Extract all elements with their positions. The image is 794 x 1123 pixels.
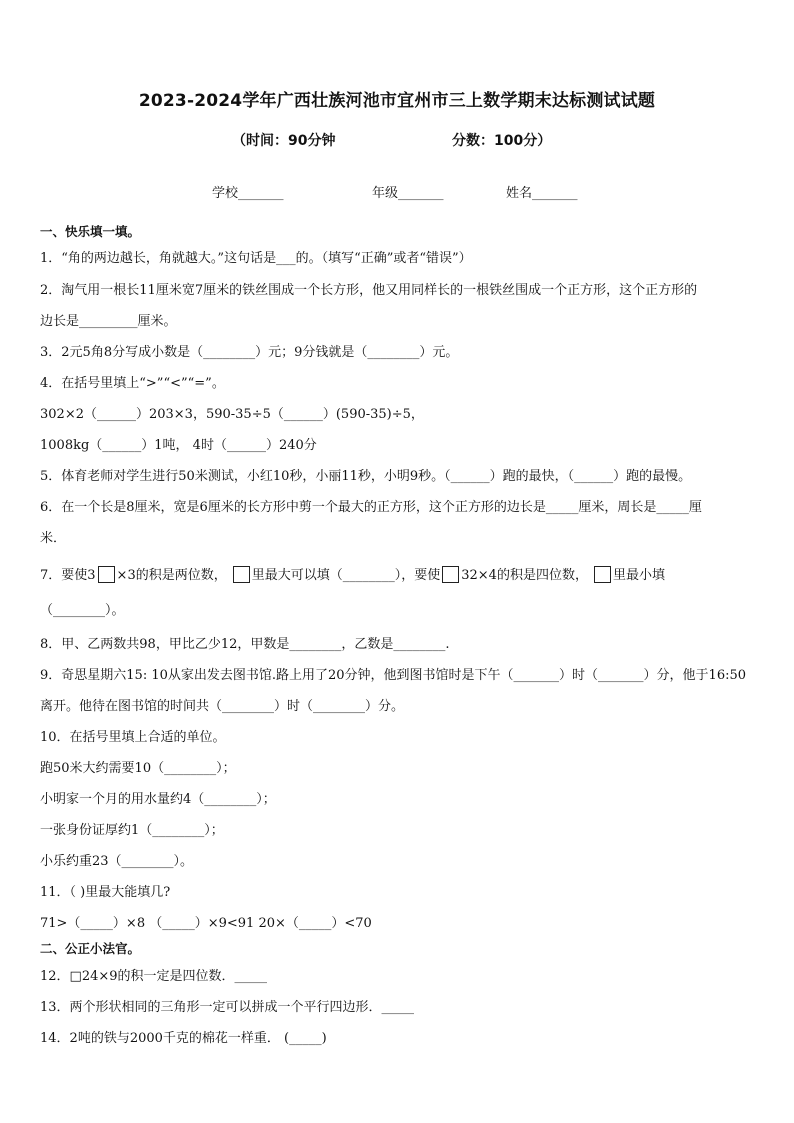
- q7-part-c: 里最大可以填（________），要使: [251, 568, 441, 583]
- school-field[interactable]: 学校_______: [212, 186, 284, 201]
- question-2-cont: 边长是_________厘米。: [40, 314, 177, 329]
- question-11-row: 71>（_____）×8 （_____）×9<91 20×（_____）<70: [40, 916, 372, 931]
- question-6-cont: 米．: [40, 531, 67, 546]
- question-4-row-2: 1008kg（______）1吨， 4时（______）240分: [40, 438, 317, 453]
- question-12: 12．□24×9的积一定是四位数．_____: [40, 969, 268, 984]
- name-field[interactable]: 姓名_______: [506, 186, 578, 201]
- blank-box[interactable]: [233, 566, 250, 583]
- question-4-row-1: 302×2（______）203×3，590-35÷5（______）(590-35)÷5，: [40, 407, 424, 422]
- question-9: 9．奇思星期六15: 10从家出发去图书馆.路上用了20分钟，他到图书馆时是下午（_______）时（_______）分，他于16:50: [40, 668, 747, 683]
- blank-box[interactable]: [594, 566, 611, 583]
- question-8: 8．甲、乙两数共98，甲比乙少12，甲数是________，乙数是________.: [40, 637, 450, 652]
- question-10-b: 小明家一个月的用水量约4（________）；: [40, 792, 276, 807]
- section-heading-judge: 二、公正小法官。: [40, 941, 141, 956]
- section-heading-fill: 一、快乐填一填。: [40, 224, 141, 239]
- question-14: 14．2吨的铁与2000千克的棉花一样重． (_____): [40, 1031, 327, 1046]
- question-7: [40, 566, 665, 585]
- question-10-a: 跑50米大约需要10（________）；: [40, 761, 236, 776]
- blank-box[interactable]: [98, 566, 115, 583]
- question-13: 13．两个形状相同的三角形一定可以拼成一个平行四边形．_____: [40, 1000, 415, 1015]
- question-4: 4．在括号里填上“>”“<”“=”。: [40, 376, 225, 391]
- q7-part-b: ×3的积是两位数，: [116, 568, 227, 583]
- q7-part-a: 7．要使3: [40, 568, 96, 583]
- question-2: 2．淘气用一根长11厘米宽7厘米的铁丝围成一个长方形，他又用同样长的一根铁丝围成一个正方形，这个正方形的: [40, 283, 698, 298]
- blank-box[interactable]: [442, 566, 459, 583]
- question-6: 6．在一个长是8厘米，宽是6厘米的长方形中剪一个最大的正方形，这个正方形的边长是_____厘米，周长是_____厘: [40, 500, 702, 515]
- question-3: 3．2元5角8分写成小数是（________）元；9分钱就是（________）元。: [40, 345, 459, 360]
- question-5: 5．体育老师对学生进行50米测试，小红10秒，小丽11秒，小明9秒。（______）跑的最快，（______）跑的最慢。: [40, 469, 692, 484]
- question-7-cont: （________）。: [40, 603, 125, 618]
- exam-score: 分数：100分）: [452, 133, 552, 149]
- question-10: 10．在括号里填上合适的单位。: [40, 730, 226, 745]
- exam-title: 2023-2024学年广西壮族河池市宜州市三上数学期末达标测试试题: [138, 91, 656, 111]
- question-1: 1．“角的两边越长，角就越大。”这句话是___的。（填写“正确”或者“错误”）: [40, 251, 472, 266]
- exam-time: （时间：90分钟: [232, 133, 336, 149]
- question-10-d: 小乐约重23（________）。: [40, 854, 194, 869]
- q7-part-e: 里最小填: [612, 568, 665, 583]
- question-9-cont: 离开。他待在图书馆的时间共（________）时（________）分。: [40, 699, 405, 714]
- grade-field[interactable]: 年级_______: [372, 186, 444, 201]
- question-10-c: 一张身份证厚约1（________）；: [40, 823, 224, 838]
- question-11: 11．（ )里最大能填几?: [40, 885, 171, 900]
- q7-part-d: 32×4的积是四位数，: [461, 568, 588, 583]
